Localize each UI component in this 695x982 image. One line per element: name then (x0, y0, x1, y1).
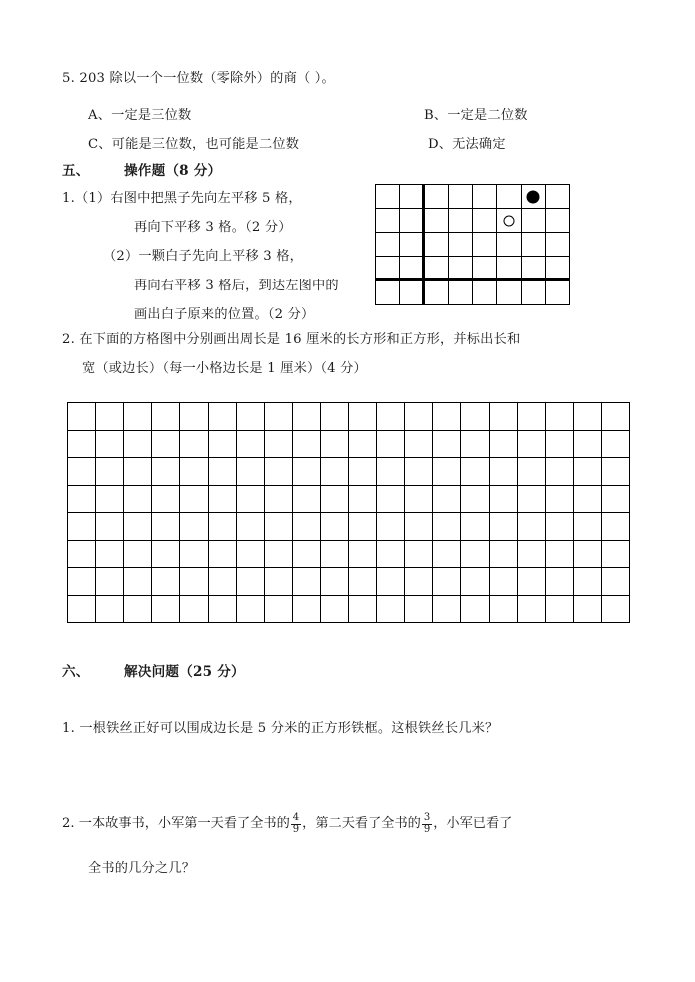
worksheet-grid-cell[interactable] (68, 541, 96, 569)
worksheet-grid-cell[interactable] (124, 403, 152, 431)
worksheet-grid-cell[interactable] (68, 568, 96, 596)
worksheet-grid-cell[interactable] (321, 596, 349, 624)
worksheet-grid-cell[interactable] (518, 513, 546, 541)
worksheet-grid-cell[interactable] (152, 458, 180, 486)
worksheet-grid-cell[interactable] (152, 541, 180, 569)
section5-item1-line3: （2）一颗白子先向上平移 3 格， (103, 249, 304, 264)
worksheet-grid-cell[interactable] (490, 541, 518, 569)
stone-grid-cell[interactable] (376, 185, 400, 209)
section5-heading-title: 操作题（8 分） (124, 163, 222, 179)
worksheet-grid-cell[interactable] (265, 596, 293, 624)
worksheet-grid-cell[interactable] (293, 568, 321, 596)
worksheet-grid-cell[interactable] (180, 541, 208, 569)
worksheet-grid-cell[interactable] (265, 568, 293, 596)
worksheet-grid-cell[interactable] (96, 403, 124, 431)
worksheet-grid-cell[interactable] (237, 568, 265, 596)
stone-grid-cell[interactable] (400, 257, 424, 281)
worksheet-grid-cell[interactable] (68, 596, 96, 624)
worksheet-grid-cell[interactable] (518, 431, 546, 459)
worksheet-grid-cell[interactable] (602, 431, 630, 459)
worksheet-grid-cell[interactable] (518, 486, 546, 514)
worksheet-grid-cell[interactable] (602, 568, 630, 596)
worksheet-grid-cell[interactable] (321, 403, 349, 431)
stone-grid-cell[interactable] (522, 209, 546, 233)
worksheet-grid-cell[interactable] (96, 431, 124, 459)
worksheet-grid-cell[interactable] (546, 486, 574, 514)
worksheet-grid-cell[interactable] (68, 458, 96, 486)
worksheet-grid-cell[interactable] (293, 458, 321, 486)
section6-heading-title: 解决问题（25 分） (124, 664, 245, 680)
worksheet-grid-cell[interactable] (349, 541, 377, 569)
worksheet-grid-cell[interactable] (321, 541, 349, 569)
stone-grid-cell[interactable] (376, 257, 400, 281)
worksheet-grid-cell[interactable] (518, 568, 546, 596)
question5-stem: 5. 203 除以一个一位数（零除外）的商（ ）。 (62, 71, 335, 86)
fraction-numerator: 3 (423, 812, 431, 823)
worksheet-grid-cell[interactable] (96, 486, 124, 514)
worksheet-grid-cell[interactable] (377, 541, 405, 569)
worksheet-grid-cell[interactable] (321, 486, 349, 514)
stone-grid-cell[interactable] (376, 209, 400, 233)
worksheet-grid-cell[interactable] (180, 513, 208, 541)
stone-grid-cell[interactable] (546, 281, 570, 305)
worksheet-grid-cell[interactable] (180, 403, 208, 431)
stone-grid-cell[interactable] (473, 281, 497, 305)
worksheet-grid-cell[interactable] (377, 568, 405, 596)
worksheet-grid-cell[interactable] (546, 541, 574, 569)
worksheet-grid-cell[interactable] (433, 403, 461, 431)
worksheet-grid-cell[interactable] (461, 596, 489, 624)
section6-item2-part-c: ，小军已看了 (433, 816, 513, 832)
fraction-numerator: 4 (292, 812, 300, 823)
worksheet-grid-cell[interactable] (405, 403, 433, 431)
worksheet-grid-cell[interactable] (209, 486, 237, 514)
worksheet-grid-cell[interactable] (433, 541, 461, 569)
worksheet-grid-cell[interactable] (377, 403, 405, 431)
worksheet-grid-cell[interactable] (293, 431, 321, 459)
stone-grid-cell[interactable] (425, 233, 449, 257)
section5-item1-line4: 再向右平移 3 格后，到达左图中的 (134, 279, 339, 293)
stone-grid-cell[interactable] (400, 233, 424, 257)
worksheet-grid-cell[interactable] (349, 458, 377, 486)
worksheet-grid-cell[interactable] (405, 541, 433, 569)
stone-grid-cell[interactable] (497, 185, 521, 209)
worksheet-grid-cell[interactable] (293, 596, 321, 624)
worksheet-grid-cell[interactable] (349, 403, 377, 431)
worksheet-grid-cell[interactable] (518, 458, 546, 486)
question5-option-a[interactable]: A、一定是三位数 (88, 108, 192, 123)
stone-grid-cell[interactable] (497, 257, 521, 281)
stone-grid-cell[interactable] (497, 281, 521, 305)
section6-item2-line1 (62, 813, 512, 835)
stone-transform-grid[interactable] (375, 184, 570, 305)
worksheet-grid-cell[interactable] (96, 541, 124, 569)
worksheet-grid-cell[interactable] (96, 513, 124, 541)
worksheet-grid-cell[interactable] (405, 568, 433, 596)
worksheet-grid-cell[interactable] (124, 568, 152, 596)
stone-grid-cell[interactable] (449, 209, 473, 233)
worksheet-grid-cell[interactable] (490, 403, 518, 431)
worksheet-grid-cell[interactable] (602, 486, 630, 514)
worksheet-grid-cell[interactable] (124, 541, 152, 569)
stone-grid-cell[interactable] (400, 209, 424, 233)
stone-grid-cell[interactable] (522, 233, 546, 257)
section5-item1-line1: 1.（1）右图中把黑子先向左平移 5 格， (62, 191, 302, 206)
worksheet-grid-cell[interactable] (265, 486, 293, 514)
worksheet-grid-cell[interactable] (546, 431, 574, 459)
stone-grid-cell[interactable] (546, 233, 570, 257)
white-stone-icon (503, 215, 514, 226)
worksheet-grid-cell[interactable] (433, 568, 461, 596)
worksheet-grid-cell[interactable] (68, 403, 96, 431)
worksheet-grid-cell[interactable] (574, 596, 602, 624)
worksheet-grid-cell[interactable] (124, 596, 152, 624)
stone-grid-cell[interactable] (546, 257, 570, 281)
worksheet-grid-cell[interactable] (602, 596, 630, 624)
worksheet-grid-cell[interactable] (237, 486, 265, 514)
worksheet-grid-cell[interactable] (602, 541, 630, 569)
worksheet-grid-cell[interactable] (124, 513, 152, 541)
worksheet-grid-cell[interactable] (574, 403, 602, 431)
question5-option-c[interactable]: C、可能是三位数，也可能是二位数 (88, 137, 300, 152)
worksheet-grid-cell[interactable] (124, 431, 152, 459)
worksheet-grid-cell[interactable] (433, 486, 461, 514)
worksheet-grid-cell[interactable] (237, 541, 265, 569)
worksheet-grid-cell[interactable] (602, 513, 630, 541)
stone-grid-cell[interactable] (425, 257, 449, 281)
worksheet-grid-cell[interactable] (321, 513, 349, 541)
question5-option-d[interactable]: D、无法确定 (428, 137, 506, 152)
stone-grid-cell[interactable] (449, 233, 473, 257)
stone-grid-cell[interactable] (425, 281, 449, 305)
section6-heading-number: 六、 (62, 664, 90, 680)
worksheet-grid-cell[interactable] (209, 513, 237, 541)
fraction-four-ninths (291, 813, 301, 835)
worksheet-grid-cell[interactable] (209, 568, 237, 596)
worksheet-grid-cell[interactable] (405, 486, 433, 514)
worksheet-grid-cell[interactable] (293, 513, 321, 541)
worksheet-grid-cell[interactable] (68, 431, 96, 459)
worksheet-grid-cell[interactable] (490, 431, 518, 459)
fraction-denominator: 9 (292, 823, 300, 835)
worksheet-grid-cell[interactable] (68, 513, 96, 541)
stone-grid-cell[interactable] (522, 281, 546, 305)
worksheet-grid-cell[interactable] (321, 458, 349, 486)
worksheet-grid-cell[interactable] (405, 513, 433, 541)
worksheet-grid-cell[interactable] (377, 458, 405, 486)
worksheet-grid-cell[interactable] (152, 596, 180, 624)
worksheet-grid-cell[interactable] (461, 568, 489, 596)
worksheet-grid-cell[interactable] (546, 596, 574, 624)
worksheet-grid-cell[interactable] (461, 486, 489, 514)
worksheet-grid-cell[interactable] (96, 596, 124, 624)
black-stone-icon (527, 190, 540, 203)
worksheet-grid-cell[interactable] (209, 431, 237, 459)
worksheet-drawing-grid[interactable] (67, 402, 630, 623)
worksheet-grid-cell[interactable] (461, 403, 489, 431)
worksheet-grid-cell[interactable] (490, 596, 518, 624)
worksheet-grid-cell[interactable] (237, 403, 265, 431)
stone-grid-cell[interactable] (425, 185, 449, 209)
section5-item2-line1: 2. 在下面的方格图中分别画出周长是 16 厘米的长方形和正方形，并标出长和 (62, 332, 521, 347)
stone-grid-cell[interactable] (449, 257, 473, 281)
stone-grid-cell[interactable] (546, 185, 570, 209)
worksheet-grid-cell[interactable] (265, 513, 293, 541)
worksheet-grid-cell[interactable] (377, 431, 405, 459)
stone-grid-cell[interactable] (400, 185, 424, 209)
worksheet-grid-cell[interactable] (293, 541, 321, 569)
worksheet-grid-cell[interactable] (490, 458, 518, 486)
worksheet-grid-cell[interactable] (265, 431, 293, 459)
stone-grid-cell[interactable] (376, 233, 400, 257)
worksheet-grid-cell[interactable] (461, 431, 489, 459)
worksheet-grid-cell[interactable] (124, 458, 152, 486)
worksheet-grid-cell[interactable] (265, 541, 293, 569)
worksheet-grid-cell[interactable] (490, 568, 518, 596)
worksheet-grid-cell[interactable] (349, 486, 377, 514)
worksheet-grid-cell[interactable] (377, 596, 405, 624)
worksheet-grid-cell[interactable] (124, 486, 152, 514)
stone-grid-cell[interactable] (473, 209, 497, 233)
worksheet-grid-cell[interactable] (293, 403, 321, 431)
worksheet-grid-cell[interactable] (293, 486, 321, 514)
worksheet-grid-cell[interactable] (180, 431, 208, 459)
worksheet-grid-cell[interactable] (433, 458, 461, 486)
section5-heading-number: 五、 (62, 163, 90, 179)
worksheet-grid-cell[interactable] (349, 568, 377, 596)
worksheet-grid-cell[interactable] (461, 513, 489, 541)
worksheet-grid-cell[interactable] (180, 596, 208, 624)
worksheet-grid-cell[interactable] (433, 431, 461, 459)
worksheet-grid-cell[interactable] (574, 431, 602, 459)
worksheet-grid-cell[interactable] (546, 513, 574, 541)
worksheet-grid-cell[interactable] (405, 431, 433, 459)
section5-item2-line2: 宽（或边长）（每一小格边长是 1 厘米）（4 分） (82, 361, 367, 376)
worksheet-grid-cell[interactable] (180, 486, 208, 514)
stone-grid-cell[interactable] (473, 185, 497, 209)
worksheet-grid-cell[interactable] (68, 486, 96, 514)
section6-item1: 1. 一根铁丝正好可以围成边长是 5 分米的正方形铁框。这根铁丝长几米？ (62, 721, 499, 736)
worksheet-grid-cell[interactable] (152, 431, 180, 459)
worksheet-grid-cell[interactable] (461, 541, 489, 569)
worksheet-grid-cell[interactable] (490, 486, 518, 514)
worksheet-grid-cell[interactable] (574, 513, 602, 541)
worksheet-grid-cell[interactable] (349, 513, 377, 541)
worksheet-grid-cell[interactable] (377, 513, 405, 541)
worksheet-grid-cell[interactable] (265, 403, 293, 431)
worksheet-grid-cell[interactable] (405, 596, 433, 624)
worksheet-grid-cell[interactable] (518, 596, 546, 624)
worksheet-grid-cell[interactable] (405, 458, 433, 486)
worksheet-grid-cell[interactable] (518, 541, 546, 569)
worksheet-grid-cell[interactable] (152, 403, 180, 431)
stone-grid-cell[interactable] (522, 257, 546, 281)
worksheet-grid-cell[interactable] (180, 568, 208, 596)
worksheet-grid-cell[interactable] (602, 458, 630, 486)
worksheet-grid-cell[interactable] (518, 403, 546, 431)
section5-item1-line2: 再向下平移 3 格。（2 分） (134, 220, 292, 235)
worksheet-grid-cell[interactable] (209, 458, 237, 486)
worksheet-grid-cell[interactable] (490, 513, 518, 541)
worksheet-grid-cell[interactable] (433, 513, 461, 541)
worksheet-grid-cell[interactable] (349, 596, 377, 624)
stone-grid-cell[interactable] (473, 257, 497, 281)
worksheet-grid-cell[interactable] (433, 596, 461, 624)
worksheet-grid-cell[interactable] (180, 458, 208, 486)
section6-item2-part-a: 2. 一本故事书，小军第一天看了全书的 (62, 816, 290, 832)
worksheet-grid-cell[interactable] (237, 596, 265, 624)
worksheet-grid-cell[interactable] (237, 513, 265, 541)
worksheet-grid-cell[interactable] (574, 458, 602, 486)
stone-grid-cell[interactable] (522, 185, 546, 209)
worksheet-grid-cell[interactable] (546, 403, 574, 431)
worksheet-grid-cell[interactable] (265, 458, 293, 486)
fraction-three-ninths (422, 813, 432, 835)
worksheet-grid-cell[interactable] (209, 596, 237, 624)
worksheet-grid-cell[interactable] (152, 486, 180, 514)
stone-grid-cell[interactable] (376, 281, 400, 305)
worksheet-grid-cell[interactable] (546, 568, 574, 596)
worksheet-grid-cell[interactable] (461, 458, 489, 486)
stone-grid-cell[interactable] (449, 185, 473, 209)
stone-grid-cell[interactable] (497, 209, 521, 233)
stone-grid-cell[interactable] (400, 281, 424, 305)
worksheet-grid-cell[interactable] (152, 568, 180, 596)
worksheet-grid-cell[interactable] (321, 431, 349, 459)
worksheet-grid-cell[interactable] (96, 458, 124, 486)
worksheet-grid-cell[interactable] (546, 458, 574, 486)
worksheet-grid-cell[interactable] (209, 541, 237, 569)
stone-grid-cell[interactable] (497, 233, 521, 257)
fraction-denominator: 9 (423, 823, 431, 835)
worksheet-grid-cell[interactable] (377, 486, 405, 514)
worksheet-grid-cell[interactable] (574, 568, 602, 596)
stone-grid-cell[interactable] (546, 209, 570, 233)
worksheet-grid-cell[interactable] (349, 431, 377, 459)
worksheet-grid-cell[interactable] (321, 568, 349, 596)
section6-item2-line2: 全书的几分之几？ (88, 861, 196, 876)
stone-grid-cell[interactable] (425, 209, 449, 233)
question5-option-b[interactable]: B、一定是二位数 (424, 108, 528, 123)
worksheet-grid-cell[interactable] (602, 403, 630, 431)
worksheet-grid-cell[interactable] (209, 403, 237, 431)
worksheet-grid-cell[interactable] (237, 431, 265, 459)
worksheet-grid-cell[interactable] (574, 541, 602, 569)
stone-grid-cell[interactable] (449, 281, 473, 305)
section5-item1-line5: 画出白子原来的位置。（2 分） (134, 307, 315, 322)
worksheet-grid-cell[interactable] (237, 458, 265, 486)
worksheet-grid-cell[interactable] (96, 568, 124, 596)
worksheet-grid-cell[interactable] (152, 513, 180, 541)
section6-item2-part-b: ，第二天看了全书的 (302, 816, 421, 832)
stone-grid-cell[interactable] (473, 233, 497, 257)
worksheet-grid-cell[interactable] (574, 486, 602, 514)
